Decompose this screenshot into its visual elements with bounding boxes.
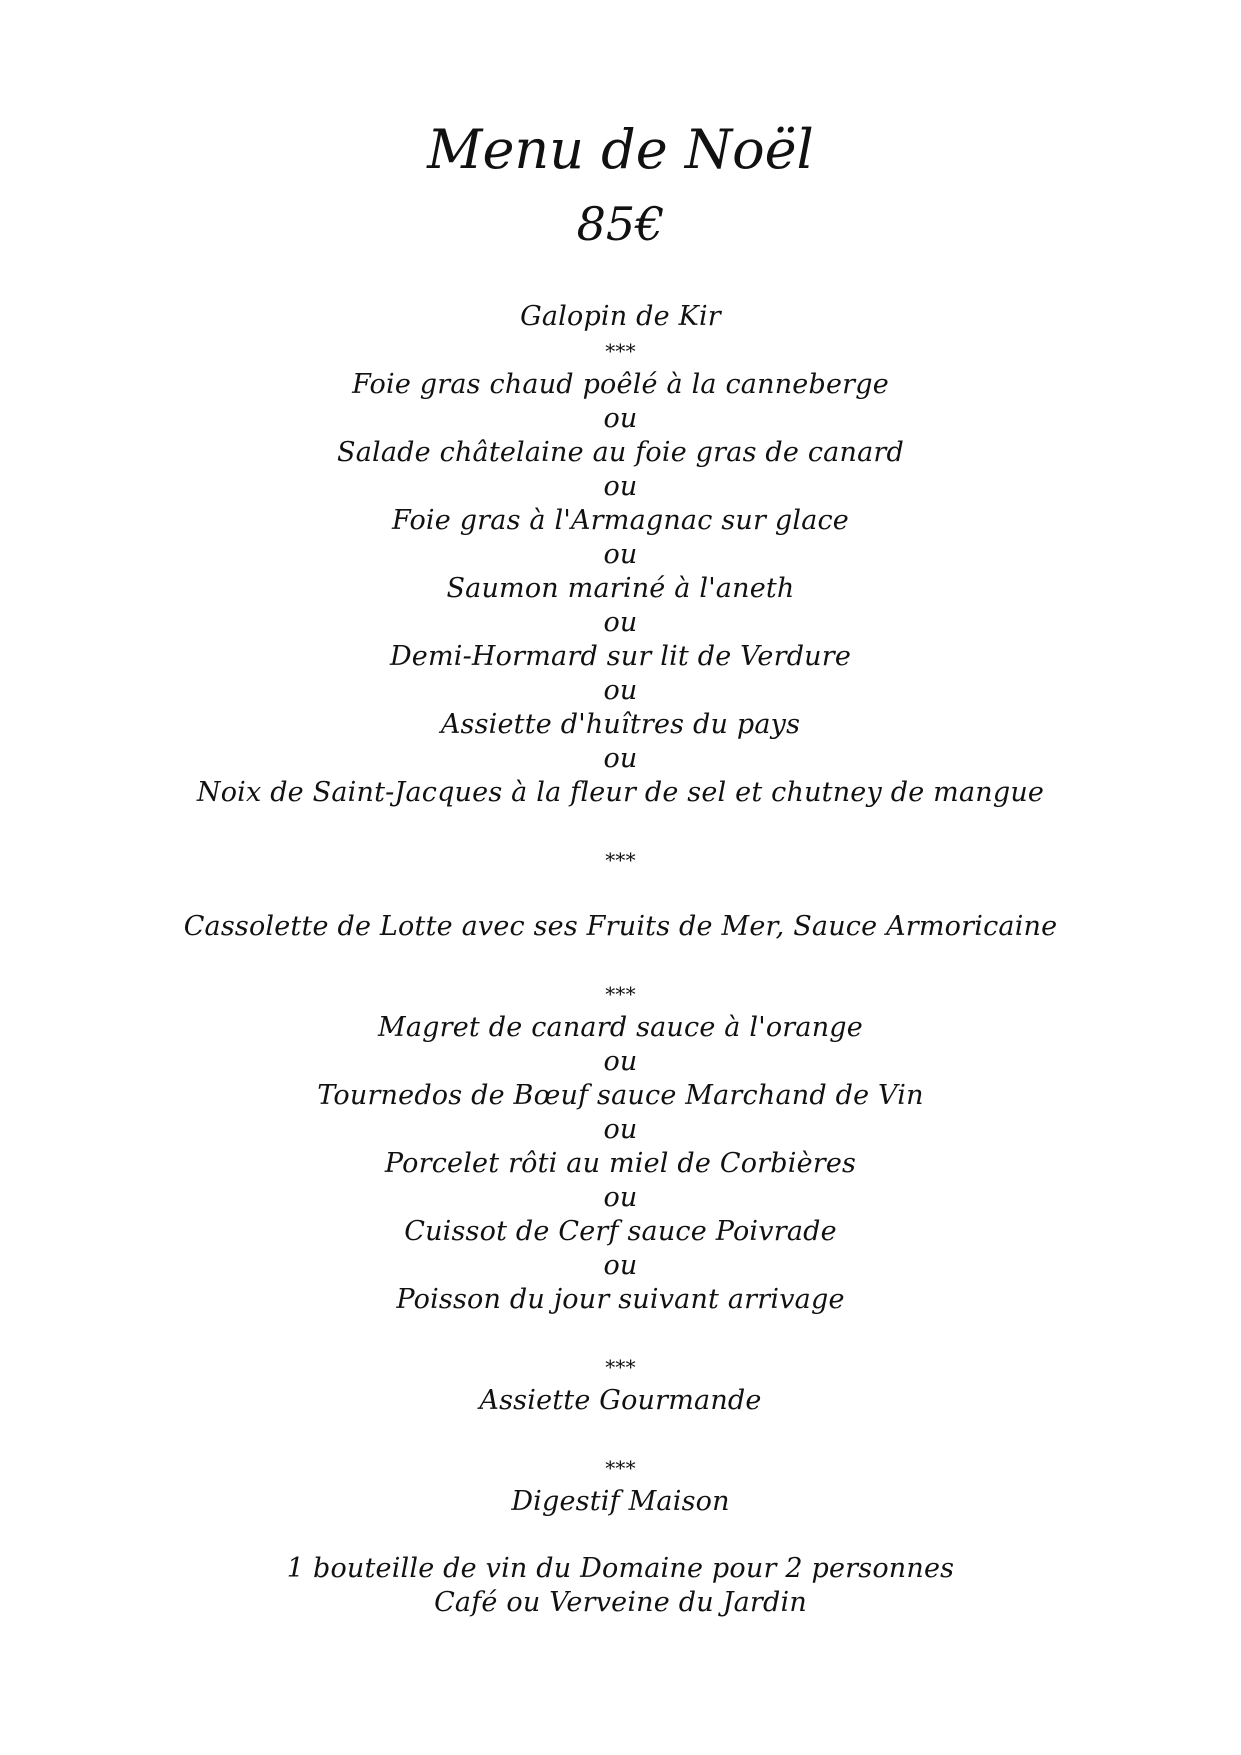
menu-item: Salade châtelaine au foie gras de canard bbox=[337, 437, 904, 468]
menu-item: Foie gras à l'Armagnac sur glace bbox=[391, 505, 849, 536]
spacer bbox=[0, 1418, 1241, 1451]
menu-item: Digestif Maison bbox=[511, 1486, 730, 1517]
menu-item: Assiette Gourmande bbox=[479, 1385, 762, 1416]
menu-item: Demi-Hormard sur lit de Verdure bbox=[389, 641, 852, 672]
menu-item: Galopin de Kir bbox=[520, 301, 721, 332]
alternative-separator: ou bbox=[603, 675, 638, 706]
alternative-separator: ou bbox=[603, 1114, 638, 1145]
menu-course-list bbox=[0, 300, 1241, 1620]
menu-item: Café ou Verveine du Jardin bbox=[434, 1587, 807, 1618]
menu-item: Tournedos de Bœuf sauce Marchand de Vin bbox=[317, 1080, 924, 1111]
menu-item: Cuissot de Cerf sauce Poivrade bbox=[404, 1216, 837, 1247]
course-separator: *** bbox=[605, 339, 636, 363]
menu-item: Cassolette de Lotte avec ses Fruits de Mer, Sauce Armoricaine bbox=[183, 911, 1058, 942]
menu-item: Magret de canard sauce à l'orange bbox=[378, 1012, 863, 1043]
alternative-separator: ou bbox=[603, 1046, 638, 1077]
spacer bbox=[0, 944, 1241, 977]
course-separator: *** bbox=[605, 1456, 636, 1480]
spacer bbox=[0, 810, 1241, 843]
course-separator: *** bbox=[605, 982, 636, 1006]
alternative-separator: ou bbox=[603, 403, 638, 434]
menu-item: Porcelet rôti au miel de Corbières bbox=[384, 1148, 857, 1179]
menu-title: Menu de Noël bbox=[427, 118, 814, 181]
menu-item: 1 bouteille de vin du Domaine pour 2 personnes bbox=[286, 1553, 955, 1584]
alternative-separator: ou bbox=[603, 539, 638, 570]
alternative-separator: ou bbox=[603, 607, 638, 638]
alternative-separator: ou bbox=[603, 1182, 638, 1213]
spacer bbox=[0, 1519, 1241, 1552]
course-separator: *** bbox=[605, 848, 636, 872]
spacer bbox=[0, 1317, 1241, 1350]
menu-item: Poisson du jour suivant arrivage bbox=[396, 1284, 845, 1315]
menu-item: Saumon mariné à l'aneth bbox=[446, 573, 795, 604]
menu-price: 85€ bbox=[576, 197, 665, 251]
course-separator: *** bbox=[605, 1355, 636, 1379]
spacer bbox=[0, 877, 1241, 910]
menu-item: Foie gras chaud poêlé à la canneberge bbox=[352, 369, 889, 400]
menu-item: Noix de Saint-Jacques à la fleur de sel et chutney de mangue bbox=[196, 777, 1045, 808]
menu-item: Assiette d'huîtres du pays bbox=[440, 709, 801, 740]
alternative-separator: ou bbox=[603, 1250, 638, 1281]
alternative-separator: ou bbox=[603, 743, 638, 774]
alternative-separator: ou bbox=[603, 471, 638, 502]
